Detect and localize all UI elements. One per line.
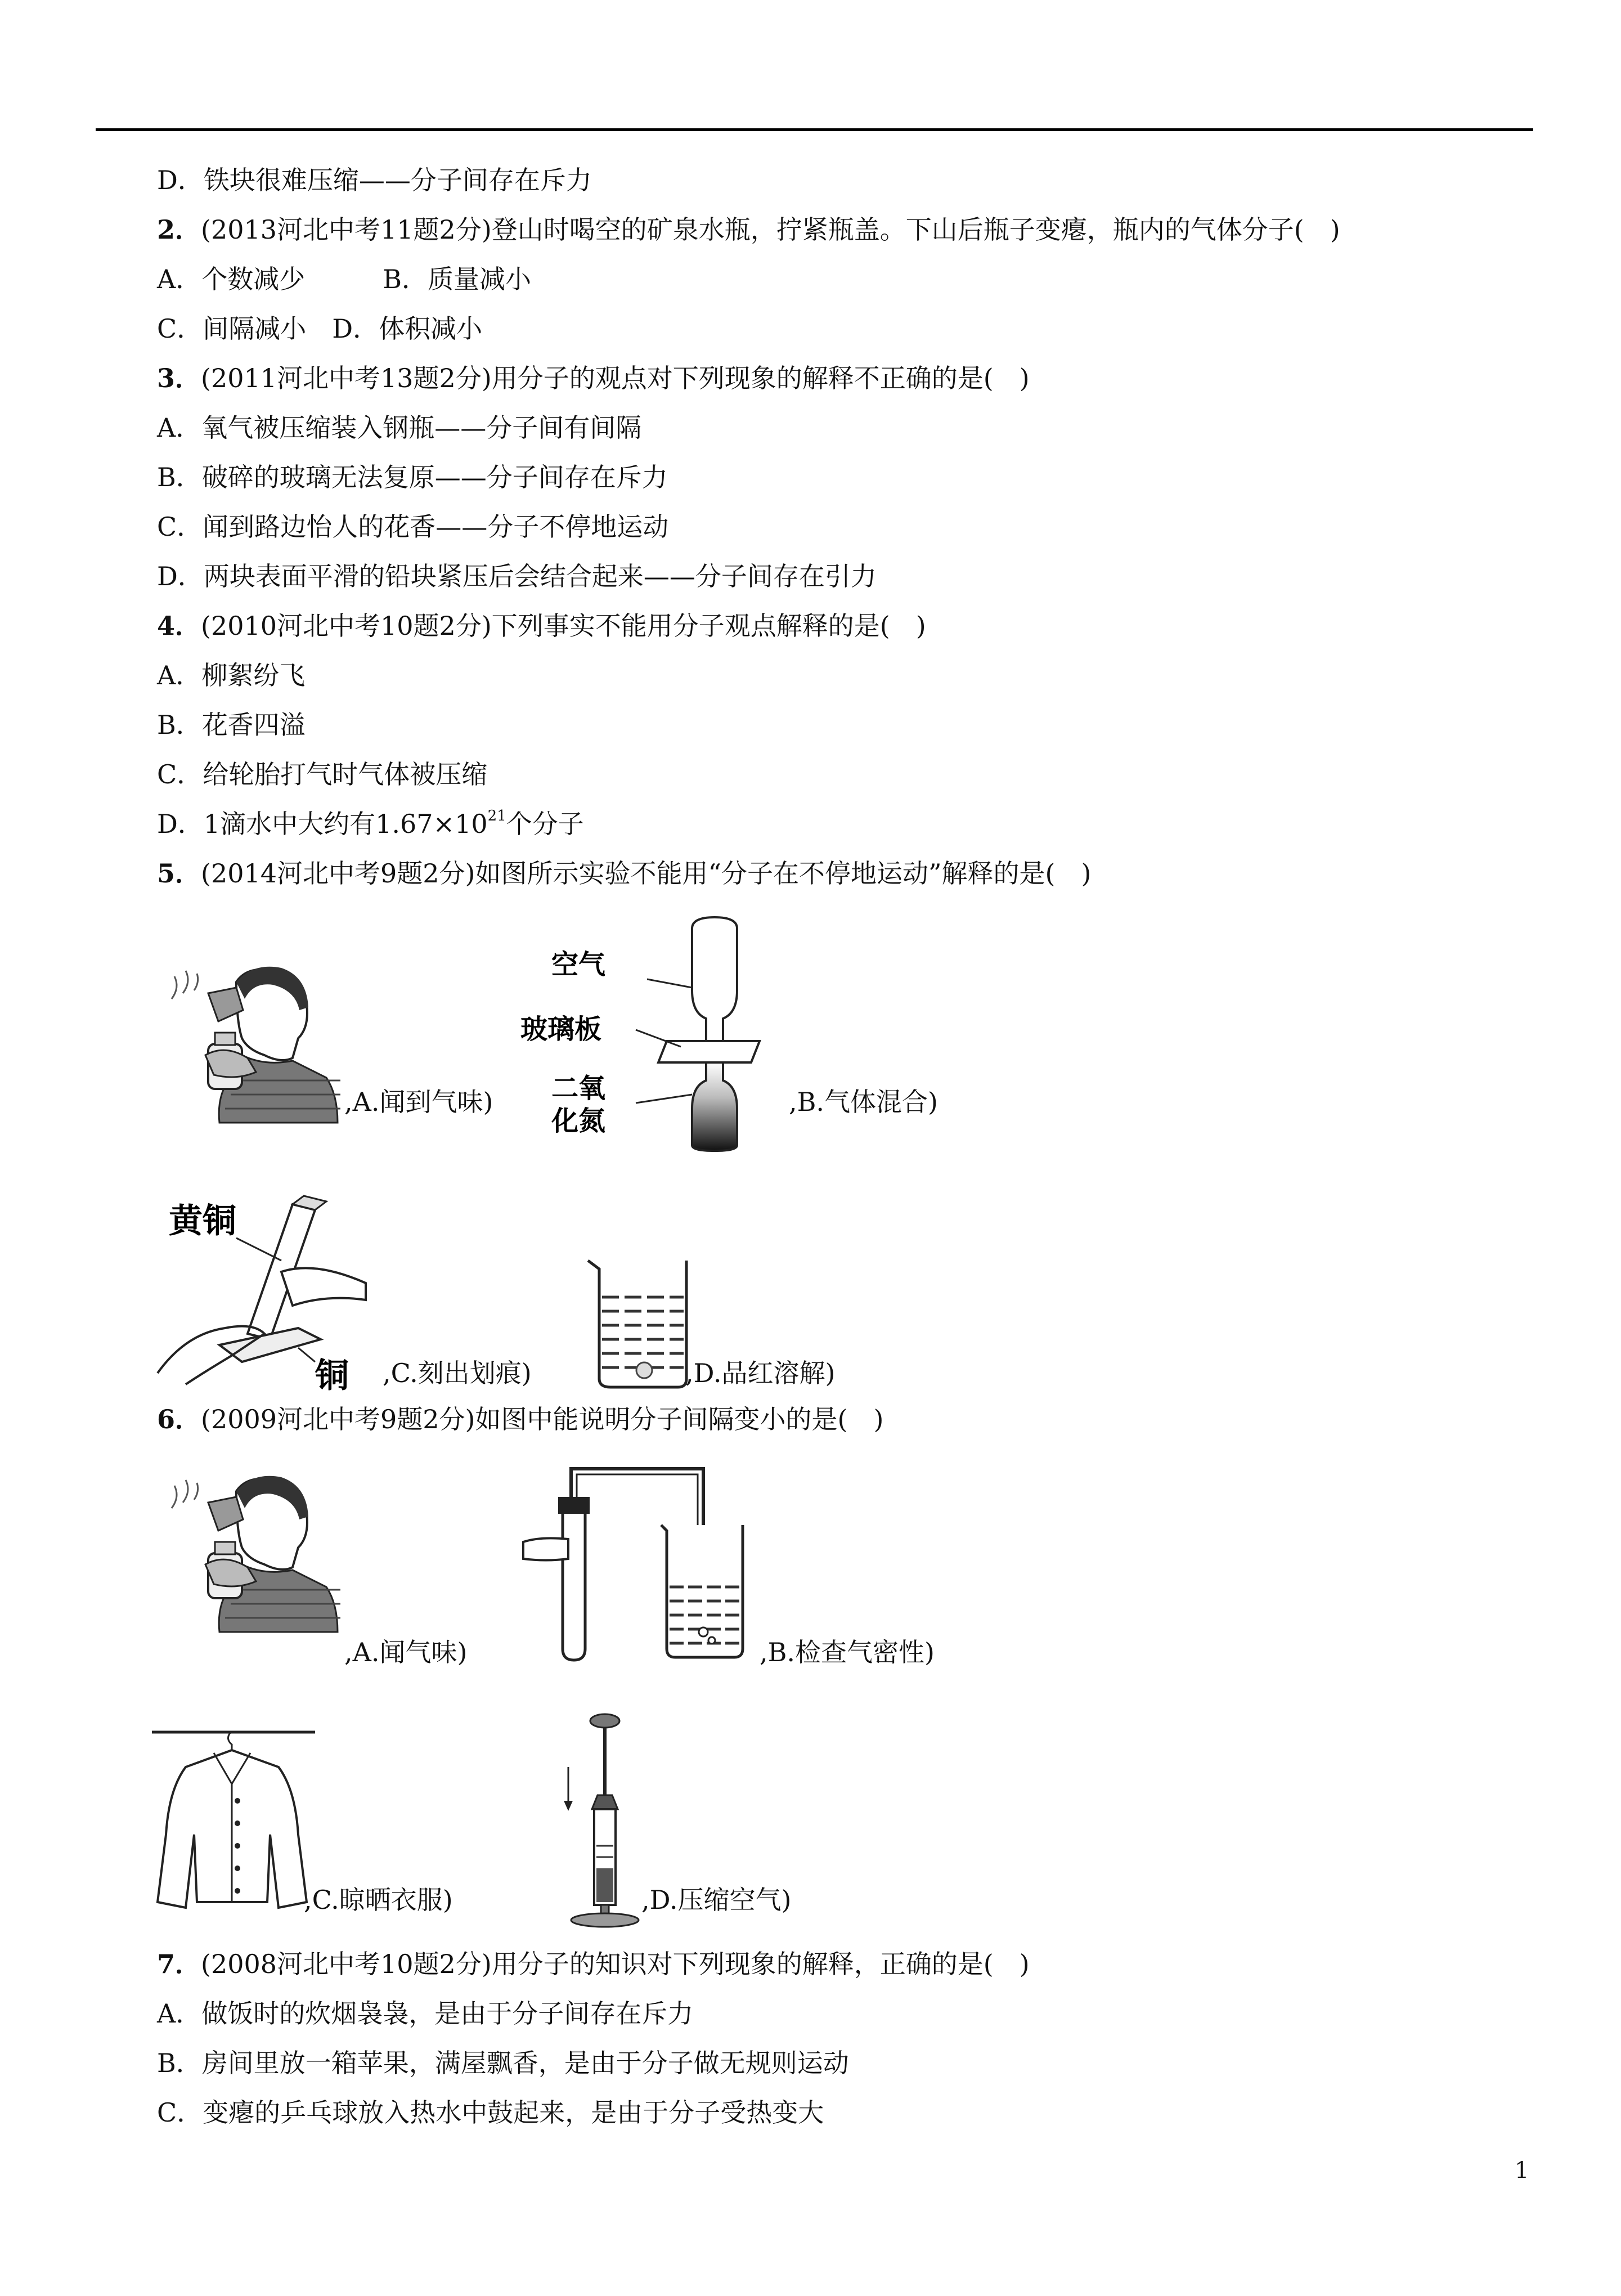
- q3-option-c: C．闻到路边怡人的花香——分子不停地运动: [157, 512, 669, 542]
- q7-option-b: B．房间里放一箱苹果，满屋飘香，是由于分子做无规则运动: [157, 2048, 849, 2078]
- q6-fig-b-airtightness: [518, 1463, 765, 1666]
- question-text: (2010河北中考10题2分)下列事实不能用分子观点解释的是( ): [201, 611, 926, 641]
- question-6: [157, 1402, 883, 1436]
- q2-options-cd: C．间隔减小 D．体积减小: [157, 313, 483, 344]
- q5-fig-d-beaker: [582, 1255, 695, 1390]
- q3-option-d: D．两块表面平滑的铅块紧压后会结合起来——分子间存在引力: [157, 561, 877, 591]
- q6-fig-d-compress-air: [557, 1711, 647, 1930]
- question-text: (2014河北中考9题2分)如图所示实验不能用“分子在不停地运动”解释的是( ): [201, 858, 1092, 889]
- header-rule: [96, 128, 1533, 131]
- q3-option-b: B．破碎的玻璃无法复原——分子间存在斥力: [157, 462, 668, 492]
- question-number: 2．: [157, 214, 201, 245]
- question-text: (2011河北中考13题2分)用分子的观点对下列现象的解释不正确的是( ): [201, 363, 1030, 393]
- q3-option-a: A．氧气被压缩装入钢瓶——分子间有间隔: [157, 412, 642, 443]
- label-brass: 黄铜: [169, 1201, 236, 1241]
- question-number: 3．: [157, 363, 201, 393]
- label-air: 空气: [551, 949, 606, 980]
- q5-caption-d: ,D.品红溶解): [685, 1358, 836, 1388]
- q5-fig-c-scratch: [152, 1193, 388, 1396]
- q6-caption-a: ,A.闻气味): [344, 1637, 468, 1667]
- question-2: [157, 213, 1340, 246]
- q5-fig-b-gas-mixing: [520, 917, 799, 1154]
- exponent: 21: [487, 807, 506, 824]
- q6-fig-a-boy-smelling: [152, 1469, 343, 1632]
- question-7: [157, 1947, 1030, 1981]
- q5-caption-b: ,B.气体混合): [789, 1087, 938, 1117]
- q5-caption-a: ,A.闻到气味): [344, 1087, 493, 1117]
- question-text: (2008河北中考10题2分)用分子的知识对下列现象的解释，正确的是( ): [201, 1949, 1030, 1979]
- page-number: 1: [1515, 2158, 1529, 2183]
- q7-option-c: C．变瘪的乒乓球放入热水中鼓起来，是由于分子受热变大: [157, 2097, 824, 2128]
- q6-caption-d: ,D.压缩空气): [641, 1885, 792, 1915]
- question-number: 4．: [157, 611, 201, 641]
- question-number: 5．: [157, 858, 201, 889]
- question-3: [157, 361, 1030, 395]
- q4-d-text: D．1滴水中大约有1.67×10: [157, 809, 488, 839]
- question-number: 6．: [157, 1404, 201, 1434]
- label-no2-1: 二氧: [551, 1073, 606, 1104]
- question-5: [157, 856, 1091, 890]
- q5-caption-c: ,C.刻出划痕): [383, 1358, 532, 1388]
- question-text: (2009河北中考9题2分)如图中能说明分子间隔变小的是( ): [201, 1404, 884, 1434]
- q6-caption-c: ,C.晾晒衣服): [304, 1885, 453, 1915]
- question-number: 7．: [157, 1949, 201, 1979]
- label-no2-2: 化氮: [551, 1105, 606, 1137]
- q5-fig-a-boy-smelling: [152, 959, 343, 1123]
- q4-option-c: C．给轮胎打气时气体被压缩: [157, 759, 488, 790]
- label-copper: 铜: [315, 1356, 349, 1396]
- q4-option-d: [157, 807, 584, 841]
- label-glass-plate: 玻璃板: [520, 1014, 602, 1045]
- question-4: [157, 609, 926, 643]
- q6-caption-b: ,B.检查气密性): [760, 1637, 935, 1667]
- q4-option-b: B．花香四溢: [157, 710, 306, 740]
- q4-option-a: A．柳絮纷飞: [157, 660, 306, 690]
- q7-option-a: A．做饭时的炊烟袅袅，是由于分子间存在斥力: [157, 1998, 694, 2029]
- q1-option-d: D．铁块很难压缩——分子间存在斥力: [157, 165, 592, 195]
- q2-options-ab: A．个数减少 B．质量减小: [157, 264, 532, 294]
- question-text: (2013河北中考11题2分)登山时喝空的矿泉水瓶，拧紧瓶盖。下山后瓶子变瘪，瓶内的气体分子( ): [201, 214, 1340, 245]
- q4-d-text-end: 个分子: [506, 809, 584, 839]
- q6-fig-c-shirt: [152, 1722, 315, 1913]
